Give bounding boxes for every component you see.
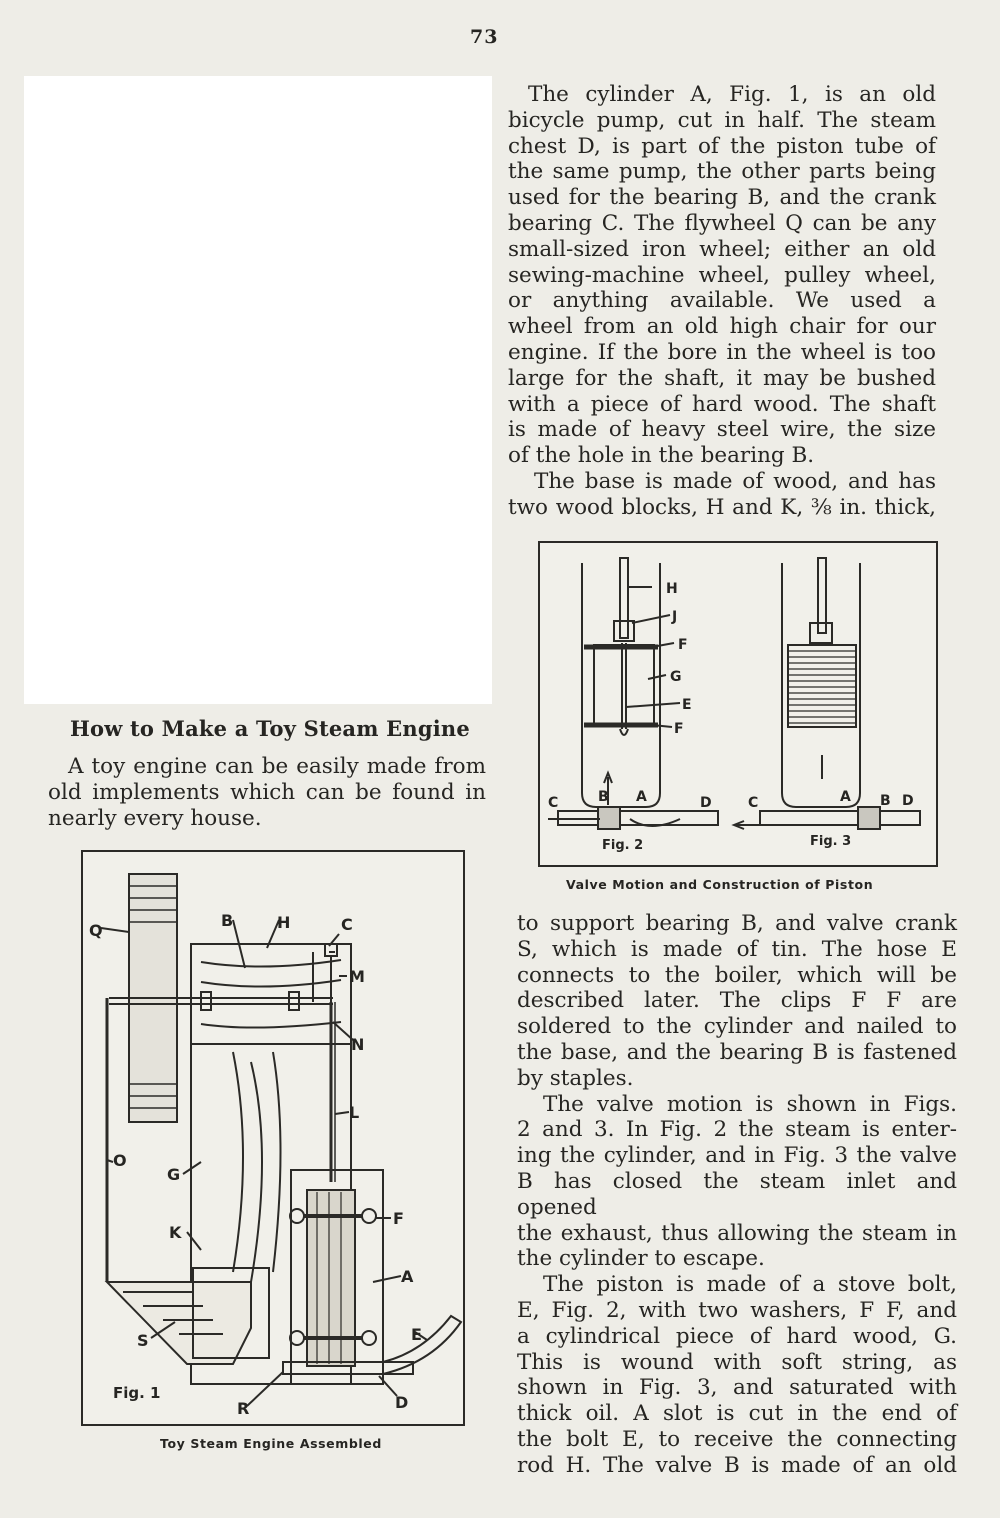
text-line: bicycle pump, cut in half. The steam (508, 107, 936, 133)
right-column-bottom-text (517, 911, 957, 1479)
text-line: ing the cylinder, and in Fig. 3 the valve (517, 1143, 957, 1169)
text-line: thick oil. A slot is cut in the end of (517, 1401, 957, 1427)
valve-label-e: E (682, 697, 692, 713)
engine-label-k: K (169, 1223, 182, 1242)
intro-line: A toy engine can be easily made from (68, 754, 486, 779)
valve-label-h: H (666, 581, 678, 597)
text-line: the exhaust, thus allowing the steam in (517, 1220, 957, 1246)
intro-line: old implements which can be found in (48, 780, 486, 805)
valve-label-f-bottom: F (674, 721, 684, 737)
valve-label-d-fig3: D (902, 793, 914, 809)
engine-label-h: H (277, 913, 291, 932)
engine-label-n: N (351, 1035, 365, 1054)
engine-label-f: F (393, 1209, 404, 1228)
engine-label-r: R (237, 1399, 250, 1418)
text-line: to support bearing B, and valve crank (517, 911, 957, 936)
engine-label-b: B (221, 911, 234, 930)
text-line: a cylindrical piece of hard wood, G. (517, 1323, 957, 1349)
valve-label-b-fig3: B (880, 793, 891, 809)
engine-drawing (83, 852, 463, 1424)
text-line: 2 and 3. In Fig. 2 the steam is enter- (517, 1117, 957, 1143)
text-line: the base, and the bearing B is fastened (517, 1039, 957, 1065)
text-line: engine. If the bore in the wheel is too (508, 339, 936, 365)
text-line: with a piece of hard wood. The shaft (508, 391, 936, 417)
engine-label-o: O (113, 1151, 127, 1170)
valve-label-c-fig3: C (748, 795, 759, 811)
text-line: connects to the boiler, which will be (517, 962, 957, 988)
engine-label-g: G (167, 1165, 181, 1184)
valve-label-a-fig2: A (636, 789, 647, 805)
text-line: is made of heavy steel wire, the size (508, 417, 936, 443)
valve-figure-caption: Valve Motion and Construction of Piston (566, 877, 874, 892)
text-line: The valve motion is shown in Figs. (543, 1091, 957, 1117)
text-line: of the hole in the bearing B. (508, 443, 815, 469)
engine-label-l: L (349, 1103, 360, 1122)
text-line: large for the shaft, it may be bushed (508, 365, 936, 391)
valve-label-a-fig3: A (840, 789, 851, 805)
text-line: sewing-machine wheel, pulley wheel, (508, 262, 936, 288)
text-line: two wood blocks, H and K, ⅜ in. thick, (508, 494, 936, 520)
text-line: by staples. (517, 1065, 634, 1091)
valve-label-b-fig2: B (598, 789, 609, 805)
engine-label-a: A (401, 1267, 414, 1286)
text-line: the bolt E, to receive the connecting (517, 1426, 957, 1452)
valve-label-g: G (670, 669, 682, 685)
text-line: S, which is made of tin. The hose E (517, 936, 957, 962)
text-line: chest D, is part of the piston tube of (508, 133, 936, 159)
valve-label-j: J (672, 609, 678, 625)
engine-label-c: C (341, 915, 353, 934)
page-number: 73 (470, 26, 499, 48)
right-column-top-text (508, 82, 936, 521)
engine-label-d: D (395, 1393, 409, 1412)
intro-line: nearly every house. (48, 806, 262, 831)
engine-label-q: Q (89, 921, 103, 940)
engine-label-e: E (411, 1325, 422, 1344)
text-line: soldered to the cylinder and nailed to (517, 1014, 957, 1040)
valve-drawing (540, 543, 936, 865)
fig3-label: Fig. 3 (810, 834, 852, 849)
engine-figure (81, 850, 465, 1426)
text-line: or anything available. We used a (508, 288, 936, 314)
text-line: bearing C. The flywheel Q can be any (508, 210, 936, 236)
engine-label-m: M (349, 967, 365, 986)
section-intro (48, 754, 486, 832)
text-line: rod H. The valve B is made of an old (517, 1452, 957, 1478)
text-line: The piston is made of a stove bolt, (543, 1272, 957, 1298)
section-heading: How to Make a Toy Steam Engine (70, 716, 470, 741)
text-line: the cylinder to escape. (517, 1246, 765, 1272)
engine-label-s: S (137, 1331, 149, 1350)
text-line: E, Fig. 2, with two washers, F F, and (517, 1297, 957, 1323)
valve-figure (538, 541, 938, 867)
text-line: used for the bearing B, and the crank (508, 185, 936, 211)
text-line: described later. The clips F F are (517, 988, 957, 1014)
valve-label-f-top: F (678, 637, 688, 653)
blank-area (24, 76, 492, 704)
text-line: This is wound with soft string, as (517, 1349, 957, 1375)
text-line: wheel from an old high chair for our (508, 314, 936, 340)
valve-label-c-fig2: C (548, 795, 559, 811)
text-line: The base is made of wood, and has (534, 468, 936, 494)
text-line: small-sized iron wheel; either an old (508, 236, 936, 262)
fig1-label: Fig. 1 (113, 1384, 161, 1402)
text-line: The cylinder A, Fig. 1, is an old (528, 82, 936, 107)
fig2-label: Fig. 2 (602, 838, 644, 853)
valve-label-d-fig2: D (700, 795, 712, 811)
text-line: the same pump, the other parts being (508, 159, 936, 185)
text-line: shown in Fig. 3, and saturated with (517, 1375, 957, 1401)
engine-figure-caption: Toy Steam Engine Assembled (160, 1436, 382, 1451)
text-line: B has closed the steam inlet and opened (517, 1168, 957, 1220)
